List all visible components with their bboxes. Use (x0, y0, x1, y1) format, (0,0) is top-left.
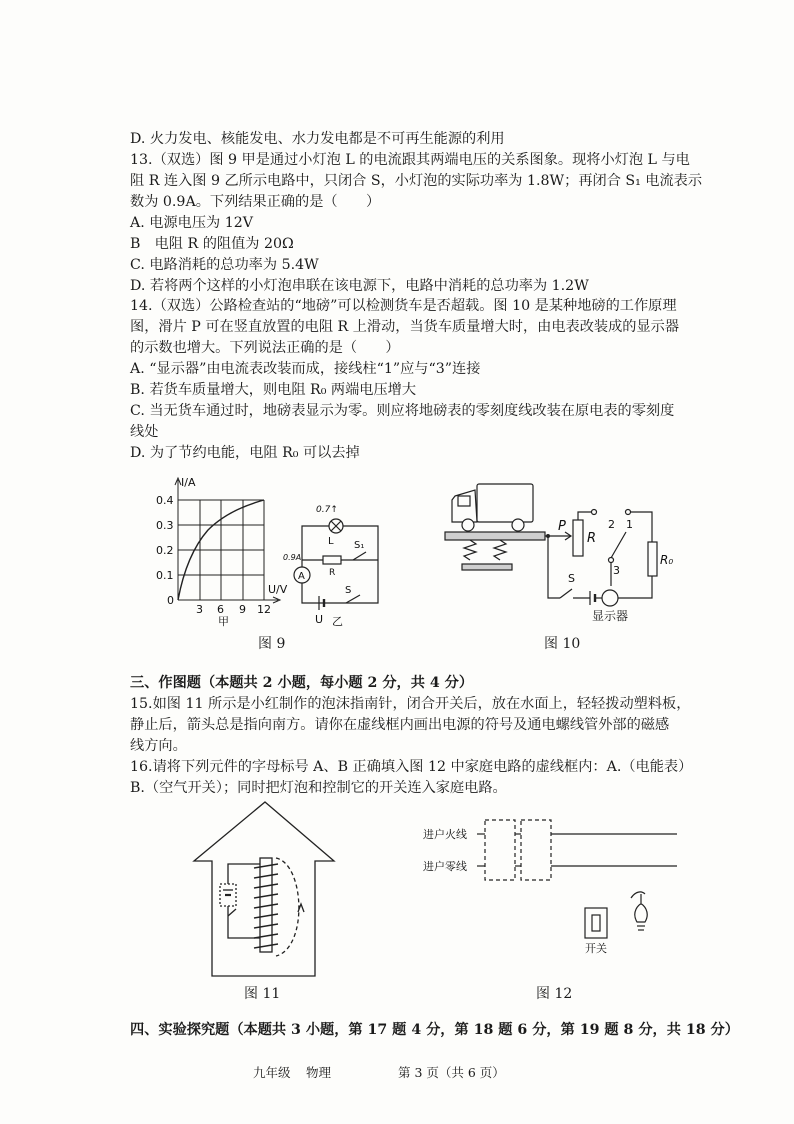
fig9-lamp-label: L (328, 536, 334, 547)
light-bulb-icon (631, 892, 647, 922)
display-label: 显示器 (592, 609, 629, 623)
switch-s (560, 589, 572, 598)
switch-s-label: S (568, 572, 575, 585)
fig9-y-tick: 0.3 (156, 519, 174, 532)
field-line-dashed (276, 858, 299, 956)
fig9-y-axis-label: I/A (181, 476, 196, 489)
q14-option-c-1: C. 当无货车通过时，地磅表显示为零。则应将地磅表的零刻度线改装在原电表的零刻度 (130, 403, 675, 419)
fig9-ammeter-label: A (298, 571, 305, 582)
fig9-x-tick: 12 (257, 603, 271, 616)
resistor-r0-label: R₀ (660, 553, 674, 567)
footer-subject: 物理 (306, 1065, 332, 1080)
slider-label-p: P (558, 519, 566, 534)
truck-wheel-front (462, 519, 474, 531)
q12-option-d: D. 火力发电、核能发电、水力发电都是不可再生能源的利用 (130, 131, 505, 147)
section3-heading: 三、作图题（本题共 2 小题，每小题 2 分，共 4 分） (130, 675, 474, 691)
coil-wire-lower (228, 906, 260, 938)
scale-spring (464, 540, 506, 560)
solenoid-coil (254, 864, 278, 948)
wire-t1-r0 (630, 512, 652, 542)
q14-stem-3: 的示数也增大。下列说法正确的是（ ） (130, 340, 400, 356)
terminal-3 (609, 558, 614, 563)
neutral-wire-label: 进户零线 (423, 860, 467, 873)
fig9-circuit-label: 乙 (332, 615, 343, 628)
fig9-ammeter-note: 0.9A (283, 553, 302, 562)
q15-stem-3: 线方向。 (130, 738, 187, 754)
section4-heading: 四、实验探究题（本题共 3 小题，第 17 题 4 分，第 18 题 6 分，第 19 题 8 分，共 18 分） (130, 1022, 739, 1038)
q13-option-b: B 电阻 R 的阻值为 20Ω (130, 236, 294, 252)
q14-option-c-2: 线处 (130, 424, 159, 440)
fig9-switch-s (346, 595, 360, 603)
live-wire-label: 进户火线 (423, 828, 467, 841)
fig9-caption: 图 9 (258, 636, 286, 652)
q14-option-d: D. 为了节约电能，电阻 R₀ 可以去掉 (130, 445, 360, 461)
display-meter-icon (602, 590, 618, 606)
q13-option-c: C. 电路消耗的总功率为 5.4W (130, 257, 319, 273)
q14-stem-2: 图，滑片 P 可在竖直放置的电阻 R 上滑动，当货车质量增大时，由电表改装成的显示器 (130, 319, 680, 335)
figure-12 (415, 814, 690, 964)
dashed-box-a (485, 820, 515, 880)
fig9-switch1-label: S₁ (354, 540, 365, 551)
q13-option-a: A. 电源电压为 12V (130, 215, 254, 231)
wall-switch-icon (585, 908, 607, 938)
dashed-box-b (521, 820, 551, 880)
fig12-caption: 图 12 (536, 986, 573, 1002)
fig9-source-label: U (315, 613, 324, 626)
fig9-y-tick: 0.4 (156, 494, 174, 507)
fig9-x-tick: 3 (196, 603, 203, 616)
fig9-y-tick: 0.2 (156, 544, 174, 557)
fig10-caption: 图 10 (544, 636, 581, 652)
q16-stem-2: B.（空气开关）；同时把灯泡和控制它的开关连入家庭电路。 (130, 780, 507, 796)
wire-r0-bottom (618, 576, 652, 598)
fig9-x-axis-label: U/V (268, 583, 288, 596)
q13-stem-3: 数为 0.9A。下列结果正确的是（ ） (130, 194, 381, 210)
switch-icon (228, 909, 236, 916)
q14-stem-1: 14.（双选）公路检查站的“地磅”可以检测货车是否超载。图 10 是某种地磅的工作原理 (130, 298, 677, 314)
wire-r-top (578, 512, 592, 520)
footer-page: 第 3 页（共 6 页） (398, 1065, 505, 1080)
terminal-1-label: 1 (626, 518, 633, 531)
fig9-lamp-note: 0.7↑ (316, 505, 338, 515)
q14-option-b: B. 若货车质量增大，则电阻 R₀ 两端电压增大 (130, 382, 417, 398)
scale-platform (445, 532, 545, 540)
terminal-1 (626, 510, 631, 515)
truck-window (458, 496, 470, 506)
scale-base (462, 564, 512, 570)
q13-option-d: D. 若将两个这样的小灯泡串联在该电源下，电路中消耗的总功率为 1.2W (130, 278, 589, 294)
fig9-switch-label: S (345, 585, 352, 596)
switch-label: 开关 (585, 942, 607, 955)
terminal-2-label: 2 (608, 518, 615, 531)
figure-9 (150, 468, 400, 628)
fig9-resistor (323, 556, 341, 564)
fig9-resistor-label: R (329, 568, 336, 578)
q14-option-a: A. “显示器”由电流表改装而成，接线柱“1”应与“3”连接 (130, 361, 481, 377)
q15-stem-1: 15.如图 11 所示是小红制作的泡沫指南针，闭合开关后，放在水面上，轻轻拨动塑料板， (130, 696, 691, 712)
resistor-r0 (648, 542, 657, 576)
resistor-r (573, 520, 583, 556)
q13-stem-2: 阻 R 连入图 9 乙所示电路中，只闭合 S，小灯泡的实际功率为 1.8W；再闭合 S₁ 电流表示 (130, 173, 703, 189)
field-line-arrow (298, 904, 304, 912)
terminal-2 (592, 510, 597, 515)
fig9-switch-s1 (353, 552, 366, 560)
fig11-caption: 图 11 (244, 986, 281, 1002)
selector-switch (611, 532, 626, 558)
truck-wheel-rear (512, 519, 524, 531)
fig9-graph-label: 甲 (218, 615, 229, 628)
fig9-x-tick: 9 (239, 603, 246, 616)
figure-11 (190, 798, 340, 980)
fig9-origin: 0 (167, 594, 174, 607)
q16-stem-1: 16.请将下列元件的字母标号 A、B 正确填入图 12 中家庭电路的虚线框内：A.（电能表） (130, 759, 693, 775)
truck-cargo-box (477, 484, 533, 522)
fig9-y-tick: 0.1 (156, 569, 174, 582)
fig9-x-tick: 6 (217, 603, 224, 616)
q15-stem-2: 静止后，箭头总是指向南方。请你在虚线框内画出电源的符号及通电螺线管外部的磁感 (130, 717, 670, 733)
fig9-wire-bottom (302, 568, 378, 603)
terminal-3-label: 3 (613, 564, 620, 577)
footer-grade: 九年级 (253, 1065, 291, 1080)
figure-10 (430, 476, 690, 626)
resistor-r-label: R (587, 531, 597, 546)
wire-p-down (548, 536, 560, 598)
q13-stem-1: 13.（双选）图 9 甲是通过小灯泡 L 的电流跟其两端电压的关系图象。现将小灯泡 L 与电 (130, 152, 690, 168)
